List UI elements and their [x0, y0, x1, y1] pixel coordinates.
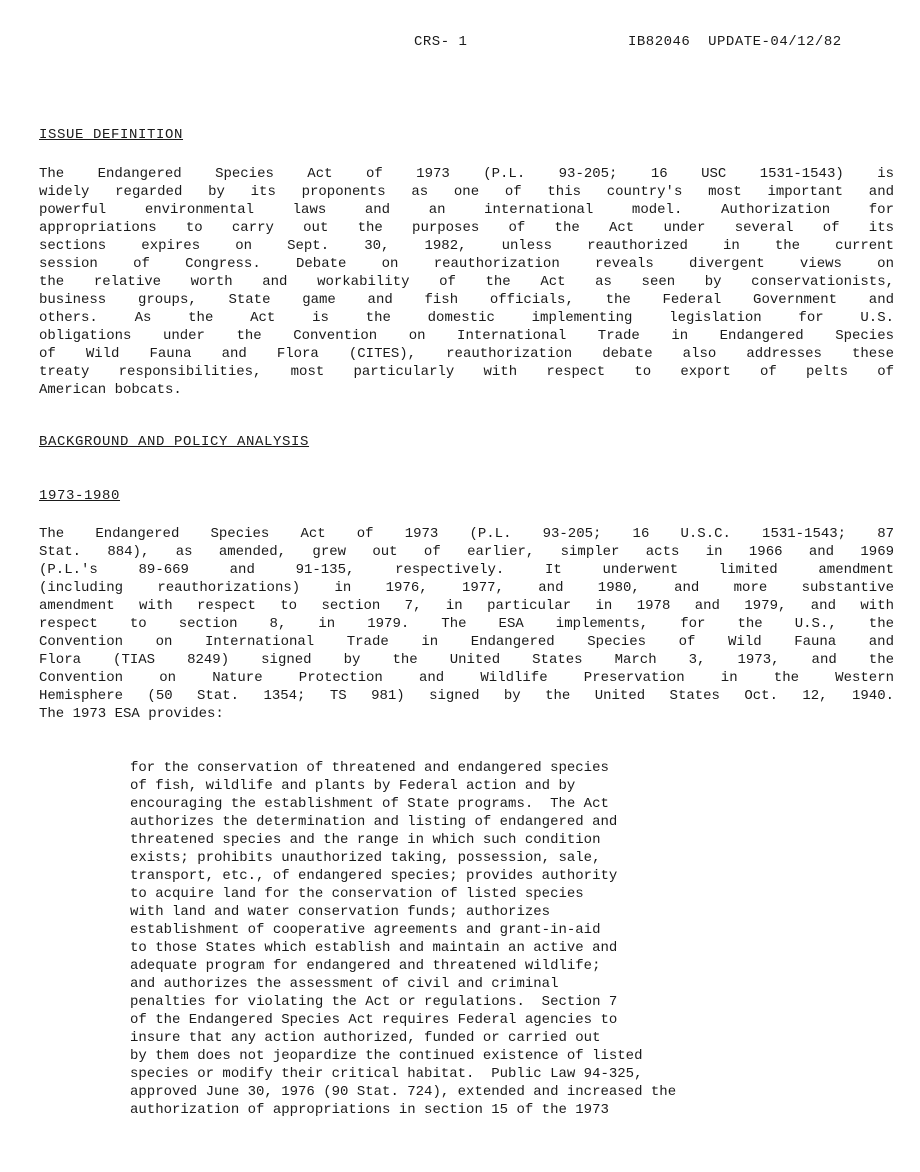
quote-line: to those States which establish and maintain an active and	[130, 940, 618, 956]
document-id-label: IB82046 UPDATE-04/12/82	[628, 34, 842, 50]
period-subheading: 1973-1980	[39, 488, 121, 504]
quote-line: adequate program for endangered and threatened wildlife;	[130, 958, 601, 974]
block-quote	[130, 759, 855, 1119]
text-line: powerful environmental laws and an international model. Authorization for	[39, 202, 894, 218]
text-line: Flora (TIAS 8249) signed by the United States March 3, 1973, and the	[39, 652, 894, 668]
quote-line: authorizes the determination and listing of endangered and	[130, 814, 618, 830]
quote-line: transport, etc., of endangered species; provides authority	[130, 868, 618, 884]
quote-line: authorization of appropriations in section 15 of the 1973	[130, 1102, 609, 1118]
text-line: appropriations to carry out the purposes of the Act under several of its	[39, 220, 894, 236]
quote-line: establishment of cooperative agreements and grant-in-aid	[130, 922, 601, 938]
text-line: session of Congress. Debate on reauthorization reveals divergent views on	[39, 256, 894, 272]
text-line: The Endangered Species Act of 1973 (P.L. 93-205; 16 USC 1531-1543) is	[39, 166, 894, 182]
text-line: widely regarded by its proponents as one of this country's most important and	[39, 184, 894, 200]
quote-line: insure that any action authorized, funded or carried out	[130, 1030, 601, 1046]
issue-definition-heading: ISSUE DEFINITION	[39, 127, 184, 143]
quote-line: exists; prohibits unauthorized taking, possession, sale,	[130, 850, 601, 866]
text-line: sections expires on Sept. 30, 1982, unless reauthorized in the current	[39, 238, 894, 254]
text-line: American bobcats.	[39, 382, 182, 398]
text-line: respect to section 8, in 1979. The ESA implements, for the U.S., the	[39, 616, 894, 632]
text-line: The 1973 ESA provides:	[39, 706, 224, 722]
text-line: the relative worth and workability of the Act as seen by conservationists,	[39, 274, 894, 290]
background-paragraph	[39, 525, 894, 723]
text-line: (including reauthorizations) in 1976, 1977, and 1980, and more substantive	[39, 580, 894, 596]
quote-line: to acquire land for the conservation of listed species	[130, 886, 584, 902]
text-line: business groups, State game and fish officials, the Federal Government and	[39, 292, 894, 308]
text-line: Stat. 884), as amended, grew out of earlier, simpler acts in 1966 and 1969	[39, 544, 894, 560]
quote-line: species or modify their critical habitat. Public Law 94-325,	[130, 1066, 643, 1082]
text-line: Hemisphere (50 Stat. 1354; TS 981) signed by the United States Oct. 12, 1940.	[39, 688, 894, 704]
issue-definition-paragraph	[39, 165, 894, 399]
quote-line: approved June 30, 1976 (90 Stat. 724), extended and increased the	[130, 1084, 677, 1100]
quote-line: of the Endangered Species Act requires Federal agencies to	[130, 1012, 618, 1028]
quote-line: of fish, wildlife and plants by Federal action and by	[130, 778, 576, 794]
quote-line: and authorizes the assessment of civil and criminal	[130, 976, 559, 992]
background-heading: BACKGROUND AND POLICY ANALYSIS	[39, 434, 310, 450]
quote-line: for the conservation of threatened and endangered species	[130, 760, 609, 776]
text-line: (P.L.'s 89-669 and 91-135, respectively. It underwent limited amendment	[39, 562, 894, 578]
quote-line: encouraging the establishment of State programs. The Act	[130, 796, 609, 812]
quote-line: with land and water conservation funds; authorizes	[130, 904, 551, 920]
page-number-label: CRS- 1	[414, 34, 468, 50]
quote-line: by them does not jeopardize the continued existence of listed	[130, 1048, 643, 1064]
text-line: amendment with respect to section 7, in particular in 1978 and 1979, and with	[39, 598, 894, 614]
text-line: Convention on International Trade in Endangered Species of Wild Fauna and	[39, 634, 894, 650]
text-line: obligations under the Convention on International Trade in Endangered Species	[39, 328, 894, 344]
text-line: treaty responsibilities, most particularly with respect to export of pelts of	[39, 364, 894, 380]
quote-line: penalties for violating the Act or regulations. Section 7	[130, 994, 618, 1010]
text-line: Convention on Nature Protection and Wildlife Preservation in the Western	[39, 670, 894, 686]
quote-line: threatened species and the range in which such condition	[130, 832, 601, 848]
text-line: of Wild Fauna and Flora (CITES), reauthorization debate also addresses these	[39, 346, 894, 362]
text-line: The Endangered Species Act of 1973 (P.L. 93-205; 16 U.S.C. 1531-1543; 87	[39, 526, 894, 542]
text-line: others. As the Act is the domestic implementing legislation for U.S.	[39, 310, 894, 326]
